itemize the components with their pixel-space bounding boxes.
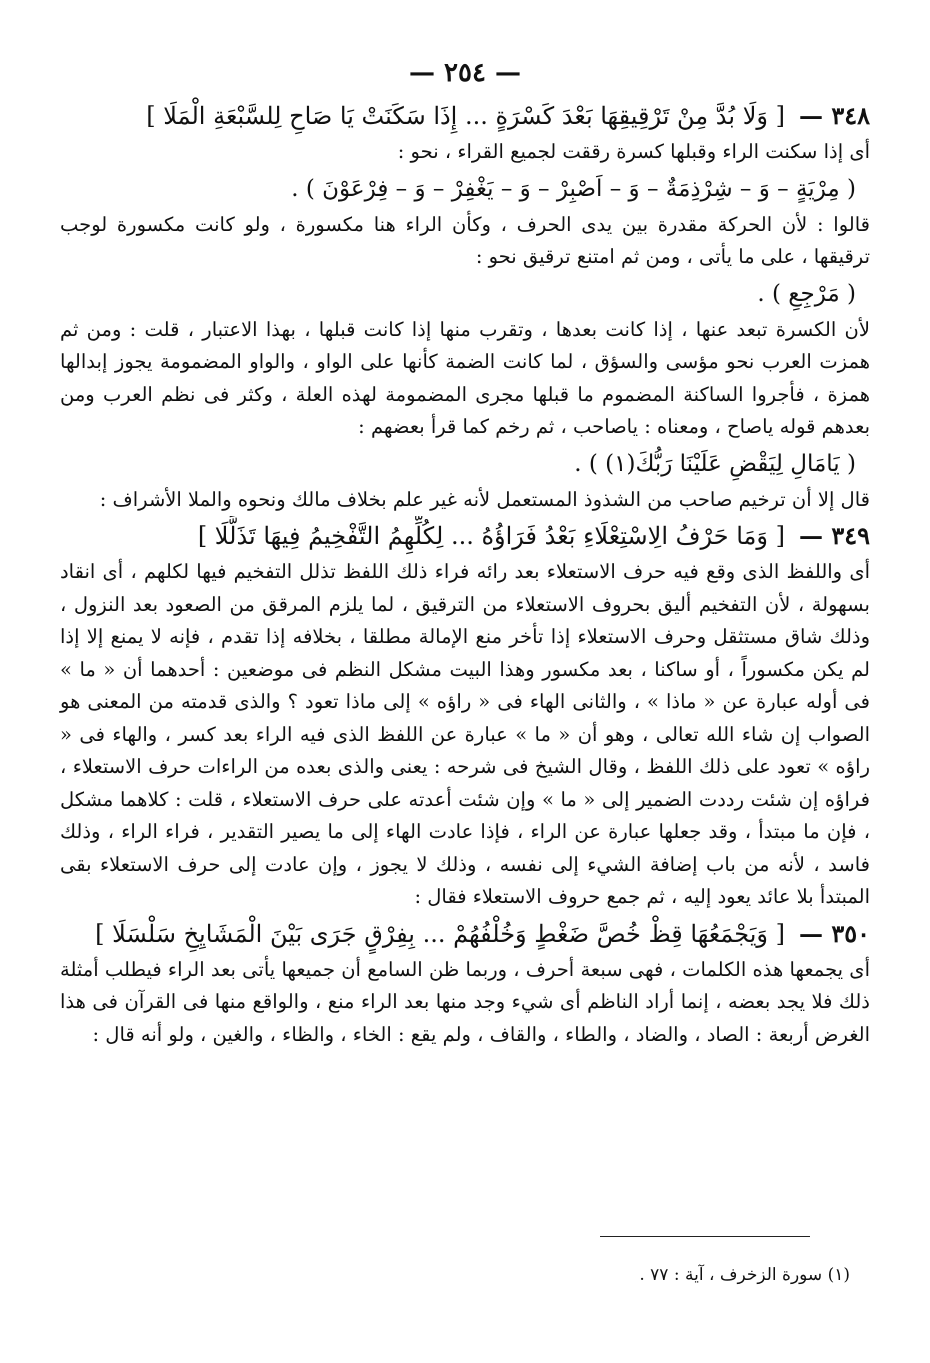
verse-348 [60, 96, 870, 136]
verse-text: [ وَيَجْمَعُهَا قِظْ خُصَّ ضَغْطٍ وَخُلْفُهُمْ ... بِفِرْقٍ جَرَى بَيْنَ الْمَشَايِخِ سَلْسَلَا ] [95, 919, 785, 948]
commentary-paragraph: لأن الكسرة تبعد عنها ، إذا كانت بعدها ، وتقرب منها إذا كانت قبلها ، بهذا الاعتبار ، قلت : ومن ثم همزت العرب نحو مؤسى والسؤق ، لما كانت الضمة كأنها على الواو ، والواو المضمومة يجوز إبدالها همزة ، فأجروا الساكنة المضموم ما قبلها مجرى المضمومة لهذه العلة ، وكثر فى نظم العرب ومن بعدهم قوله ياصاح ، ومعناه : ياصاحب ، ثم رخم كما قرأ بعضهم : [60, 317, 870, 438]
commentary-paragraph: أى واللفظ الذى وقع فيه حرف الاستعلاء بعد رائه فراء ذلك اللفظ تذلل التفخيم فيها لكلهم ، أى انقاد بسهولة ، لأن التفخيم أليق بحروف الاستعلاء من الترقيق ، لما يلزم المرقق من الصعود بعد النزول ، وذلك شاق مستثقل وحرف الاستعلاء إذا تأخر منع الإمالة مطلقا ، بخلافه إذا تقدم ، فإنه لا يمنع إلا إذا لم يكن مكسوراً ، أو ساكنا ، بعد مكسور وهذا البيت مشكل النظم فى موضعين : أحدهما أن « ما » فى أوله عبارة عن « ماذا » ، والثانى الهاء فى « راؤه » إلى ماذا تعود ؟ والذى قدمته من المعنى هو الصواب إن شاء الله تعالى ، وهو أن « ما » عبارة عن اللفظ الذى فيه الراء بعد كسر ، والهاء فى « راؤه » تعود على ذلك اللفظ ، وقال الشيخ فى شرحه : يعنى والذى بعده من الراءات حرف الاستعلاء ، فراؤه إن شئت رددت الضمير إلى « ما » وإن شئت أعدته على حرف الاستعلاء ، قلت : كلاهما مشكل ، فإن ما مبتدأ ، وقد جعلها عبارة عن الراء ، فإذا عادت الهاء إلى ما يصير التقدير ، فراء الراء ، وذلك فاسد ، لأنه من باب إضافة الشيء إلى نفسه ، وذلك لا يجوز ، وإن عادت إلى حرف الاستعلاء بقى المبتدأ بلا عائد يعود إليه ، ثم جمع حروف الاستعلاء فقال : [60, 560, 870, 908]
quranic-example: ( مَرْجِعِ ) . [757, 280, 856, 307]
commentary-paragraph: قال إلا أن ترخيم صاحب من الشذوذ المستعمل لأنه غير علم بخلاف مالك ونحوه والملا الأشراف : [99, 487, 870, 511]
footnote: (١) سورة الزخرف ، آية : ٧٧ . [639, 1265, 850, 1285]
quranic-example: ( يَامَالِ لِيَقْضِ عَلَيْنَا رَبُّكَ(١) ) . [574, 450, 856, 477]
quranic-example: ( مِرْيَةٍ – وَ – شِرْذِمَةٌ – وَ – اَصْبِرْ – وَ – يَغْفِرْ – وَ – فِرْعَوْنَ ) . [291, 175, 856, 202]
page-body [60, 50, 870, 1051]
verse-number: ٣٥٠ — [798, 918, 870, 948]
footnote-divider [600, 1236, 810, 1237]
commentary-paragraph: أى إذا سكنت الراء وقبلها كسرة رققت لجميع القراء ، نحو : [397, 140, 870, 163]
commentary-paragraph: قالوا : لأن الحركة مقدرة بين يدى الحرف ، وكأن الراء هنا مكسورة ، ولو كانت مكسورة لوجب ترقيقها ، على ما يأتى ، ومن ثم امتنع ترقيق نحو : [60, 212, 870, 268]
verse-text: [ وَلَا بُدَّ مِنْ تَرْقِيقِهَا بَعْدَ كَسْرَةٍ ... إِذَا سَكَنَتْ يَا صَاحِ لِلسَّبْعَةِ الْمَلَا ] [146, 102, 785, 130]
verse-349 [60, 516, 870, 556]
verse-number: ٣٤٨ — [798, 101, 870, 130]
verse-text: [ وَمَا حَرْفُ الِاسْتِعْلَاءِ بَعْدُ فَرَاؤُهُ ... لِكُلِّهِمُ التَّفْخِيمُ فِيهَا تَذَلَّلَا ] [197, 522, 785, 550]
page-number: — ٢٥٤ — [408, 58, 522, 88]
verse-number: ٣٤٩ — [798, 521, 870, 550]
verse-350 [60, 914, 870, 954]
commentary-paragraph: أى يجمعها هذه الكلمات ، فهى سبعة أحرف ، وربما ظن السامع أن جميعها يأتى بعد الراء فيطلب أمثلة ذلك فلا يجد بعضه ، إنما أراد الناظم أى شيء وجد منها بعد الراء منع ، والواقع منها فى القرآن فى هذا الغرض أربعة : الصاد ، والضاد ، والطاء ، والقاف ، ولم يقع : الخاء ، والظاء ، والغين ، ولو أنه قال : [60, 957, 870, 1046]
